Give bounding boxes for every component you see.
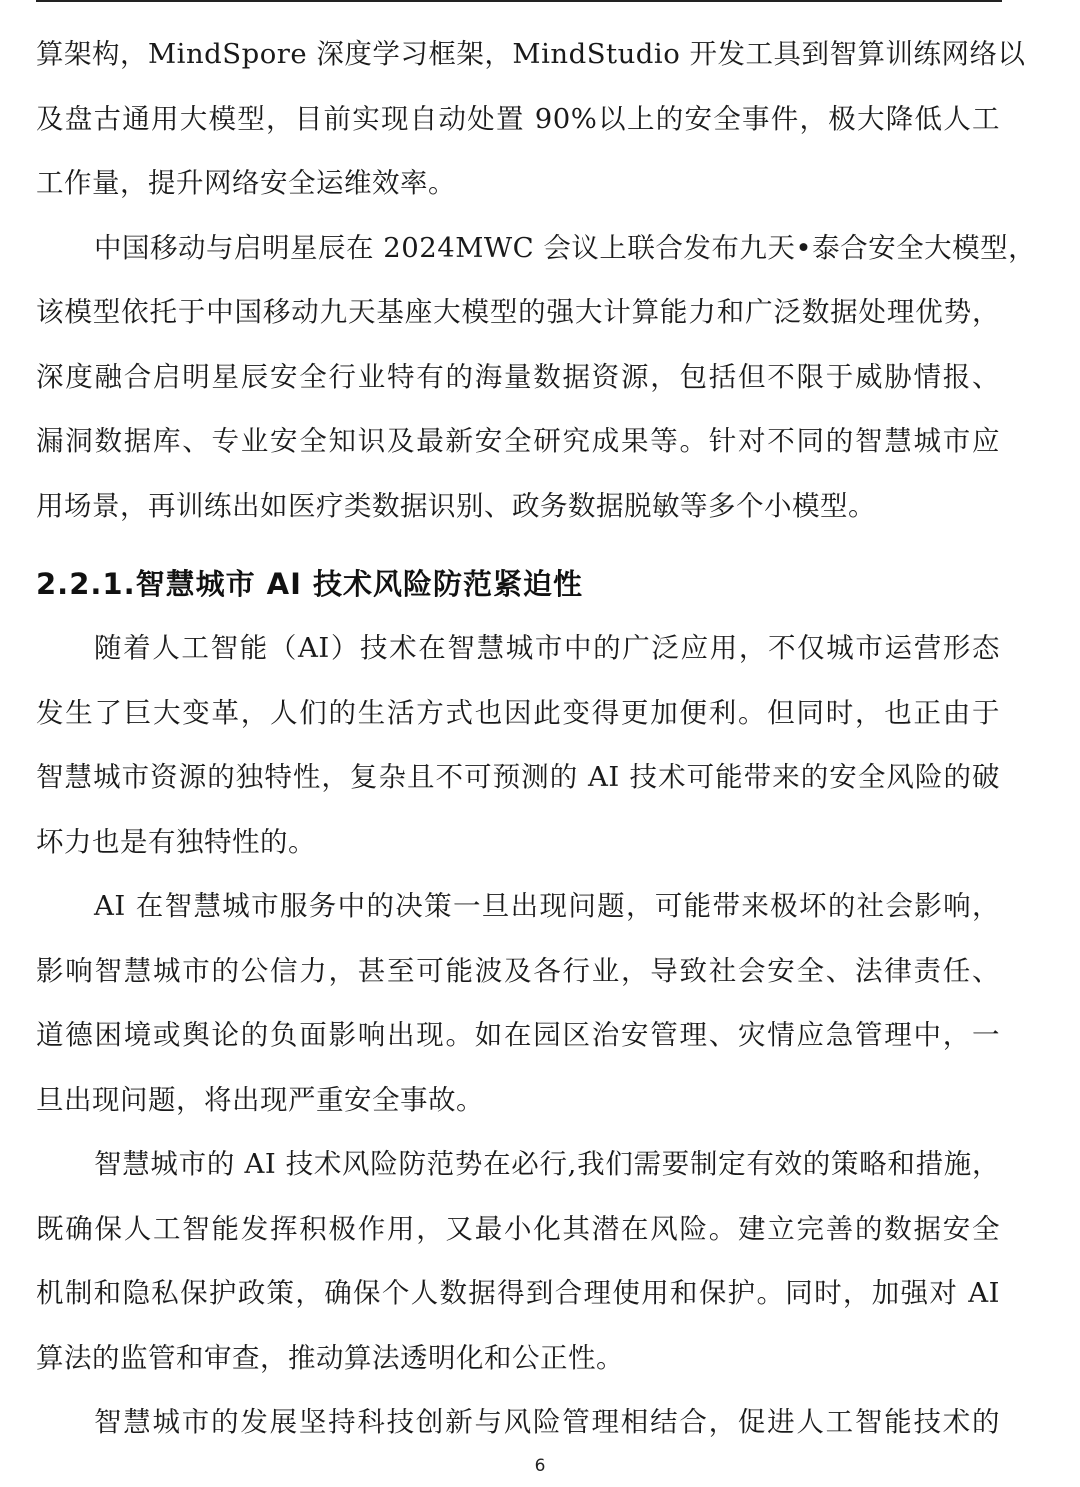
text-line: 旦出现问题，将出现严重安全事故。: [36, 1083, 484, 1116]
text-line: 随着人工智能（AI）技术在智慧城市中的广泛应用，不仅城市运营形态: [94, 632, 1000, 664]
paragraph: [36, 22, 1026, 216]
text-line: 中国移动与启明星辰在 2024MWC 会议上联合发布九天•泰合安全大模型，: [94, 231, 1037, 264]
text-line: 算架构，MindSpore 深度学习框架，MindStudio 开发工具到智算训练网络以: [36, 38, 1026, 70]
document-page: [36, 22, 1037, 1455]
text-line: 坏力也是有独特性的。: [36, 825, 316, 858]
paragraph: [36, 216, 1037, 539]
text-line: 影响智慧城市的公信力，甚至可能波及各行业，导致社会安全、法律责任、: [36, 954, 1000, 987]
section-heading: 2.2.1.智慧城市 AI 技术风险防范紧迫性: [36, 567, 584, 601]
text-line: 既确保人工智能发挥积极作用，又最小化其潜在风险。建立完善的数据安全: [36, 1212, 1000, 1245]
text-line: 工作量，提升网络安全运维效率。: [36, 167, 456, 199]
text-line: AI 在智慧城市服务中的决策一旦出现问题，可能带来极坏的社会影响，: [94, 890, 1000, 922]
text-line: 该模型依托于中国移动九天基座大模型的强大计算能力和广泛数据处理优势，: [36, 296, 1000, 328]
paragraph: [36, 1390, 1000, 1455]
text-line: 智慧城市的发展坚持科技创新与风险管理相结合，促进人工智能技术的: [94, 1406, 1000, 1438]
text-line: 智慧城市的 AI 技术风险防范势在必行,我们需要制定有效的策略和措施，: [94, 1148, 1000, 1180]
paragraph: [36, 874, 1000, 1132]
text-line: 机制和隐私保护政策，确保个人数据得到合理使用和保护。同时，加强对 AI: [36, 1277, 1000, 1309]
text-line: 深度融合启明星辰安全行业特有的海量数据资源，包括但不限于威胁情报、: [36, 360, 1000, 393]
text-line: 发生了巨大变革，人们的生活方式也因此变得更加便利。但同时，也正由于: [36, 696, 1000, 729]
text-line: 漏洞数据库、专业安全知识及最新安全研究成果等。针对不同的智慧城市应: [36, 425, 1000, 457]
paragraph: [36, 1132, 1000, 1390]
paragraph: [36, 616, 1000, 874]
top-rule: [36, 0, 1002, 2]
text-line: 道德困境或舆论的负面影响出现。如在园区治安管理、灾情应急管理中，一: [36, 1019, 1000, 1051]
text-line: 算法的监管和审查，推动算法透明化和公正性。: [36, 1341, 624, 1374]
page-number: 6: [534, 1456, 546, 1476]
text-line: 及盘古通用大模型，目前实现自动处置 90%以上的安全事件，极大降低人工: [36, 102, 1000, 135]
text-line: 智慧城市资源的独特性，复杂且不可预测的 AI 技术可能带来的安全风险的破: [36, 761, 1000, 793]
text-line: 用场景，再训练出如医疗类数据识别、政务数据脱敏等多个小模型。: [36, 489, 876, 522]
